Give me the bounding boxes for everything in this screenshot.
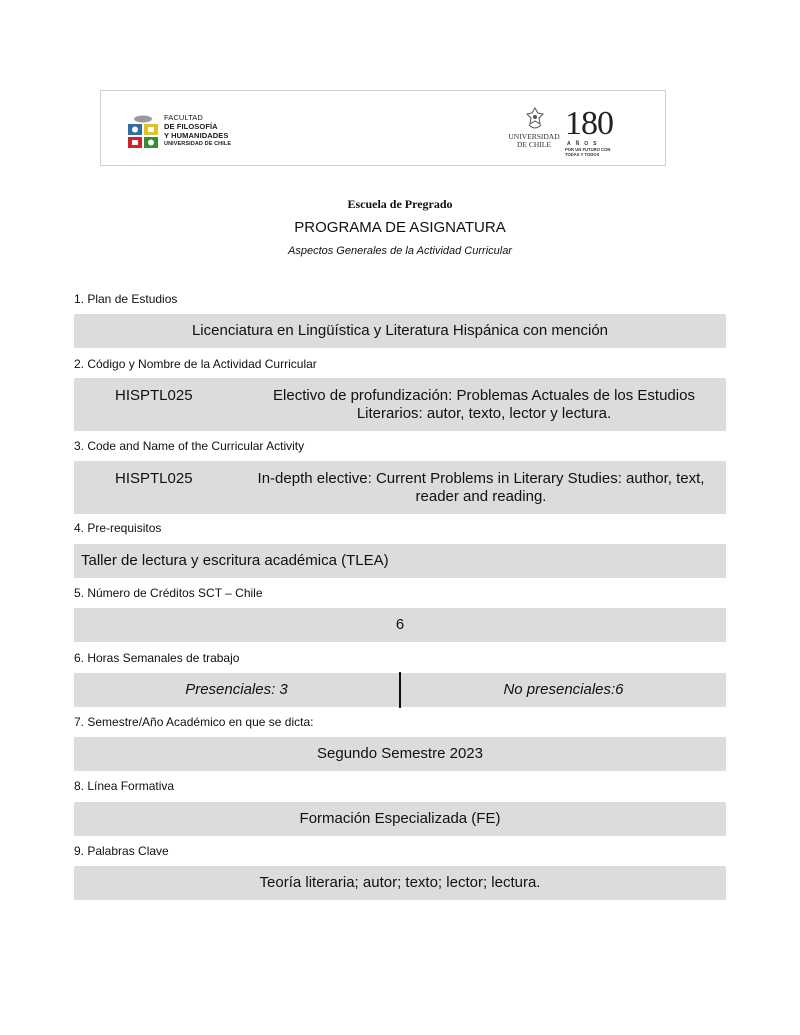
document-title: PROGRAMA DE ASIGNATURA [294, 219, 506, 236]
faculty-logo-text [164, 113, 231, 149]
creditos-value: 6 [395, 616, 405, 633]
palabras-label: 9. Palabras Clave [74, 844, 169, 858]
university-name-line: UNIVERSIDAD [508, 132, 560, 141]
faculty-shield-icon [127, 115, 159, 149]
university-name [505, 133, 563, 149]
faculty-logo-line: DE FILOSOFÍA [164, 122, 218, 131]
codigo-name-line: Electivo de profundización: Problemas Actuales de los Estudios [273, 387, 695, 404]
linea-box [74, 802, 726, 836]
linea-label: 8. Línea Formativa [74, 779, 175, 793]
faculty-logo-line: FACULTAD [164, 113, 203, 122]
code-en-name-line: reader and reading. [415, 488, 547, 505]
faculty-logo-line: Y HUMANIDADES [164, 131, 229, 140]
university-logo [505, 105, 629, 157]
semestre-box [74, 737, 726, 771]
faculty-logo-line: UNIVERSIDAD DE CHILE [164, 141, 232, 147]
prerequisitos-box [74, 544, 726, 578]
creditos-box [74, 608, 726, 642]
prerequisitos-label: 4. Pre-requisitos [74, 521, 162, 535]
palabras-value: Teoría literaria; autor; texto; lector; lectura. [259, 874, 541, 891]
horas-box [74, 673, 726, 707]
anniversary-number: 180 [565, 105, 613, 142]
codigo-code: HISPTL025 [115, 387, 193, 404]
anniversary-motto [565, 148, 635, 158]
codigo-name-line: Literarios: autor, texto, lector y lectura. [356, 405, 612, 422]
anniversary-motto-line: TODAS Y TODOS [565, 151, 600, 157]
code-en-name-line: In-depth elective: Current Problems in Literary Studies: author, text, [257, 470, 705, 487]
university-name-line: DE CHILE [517, 140, 551, 149]
anniversary-motto-line: POR UN FUTURO CON [565, 147, 611, 152]
code-en-label: 3. Code and Name of the Curricular Activity [74, 439, 305, 453]
faculty-logo [127, 109, 277, 153]
linea-value: Formación Especializada (FE) [299, 810, 501, 827]
codigo-name [244, 387, 724, 423]
semestre-value: Segundo Semestre 2023 [317, 745, 483, 762]
prerequisitos-value: Taller de lectura y escritura académica (TLEA) [81, 552, 389, 569]
plan-label: 1. Plan de Estudios [74, 292, 178, 306]
codigo-label: 2. Código y Nombre de la Actividad Curricular [74, 357, 317, 371]
creditos-label: 5. Número de Créditos SCT – Chile [74, 586, 263, 600]
codigo-box [74, 378, 726, 431]
horas-label: 6. Horas Semanales de trabajo [74, 651, 240, 665]
document-subtitle: Aspectos Generales de la Actividad Curricular [288, 245, 512, 257]
university-seal-icon [525, 107, 545, 131]
code-en-name [238, 470, 724, 506]
horas-presenciales: Presenciales: 3 [185, 681, 288, 698]
anniversary-word: AÑOS [567, 141, 602, 147]
palabras-box [74, 866, 726, 900]
code-en-code: HISPTL025 [115, 470, 193, 487]
plan-value: Licenciatura en Lingüística y Literatura Hispánica con mención [191, 322, 609, 339]
school-name: Escuela de Pregrado [347, 197, 453, 211]
code-en-box [74, 461, 726, 514]
horas-no-presenciales: No presenciales:6 [503, 681, 624, 698]
plan-box [74, 314, 726, 348]
header-banner [100, 90, 666, 166]
semestre-label: 7. Semestre/Año Académico en que se dicta: [74, 715, 314, 729]
